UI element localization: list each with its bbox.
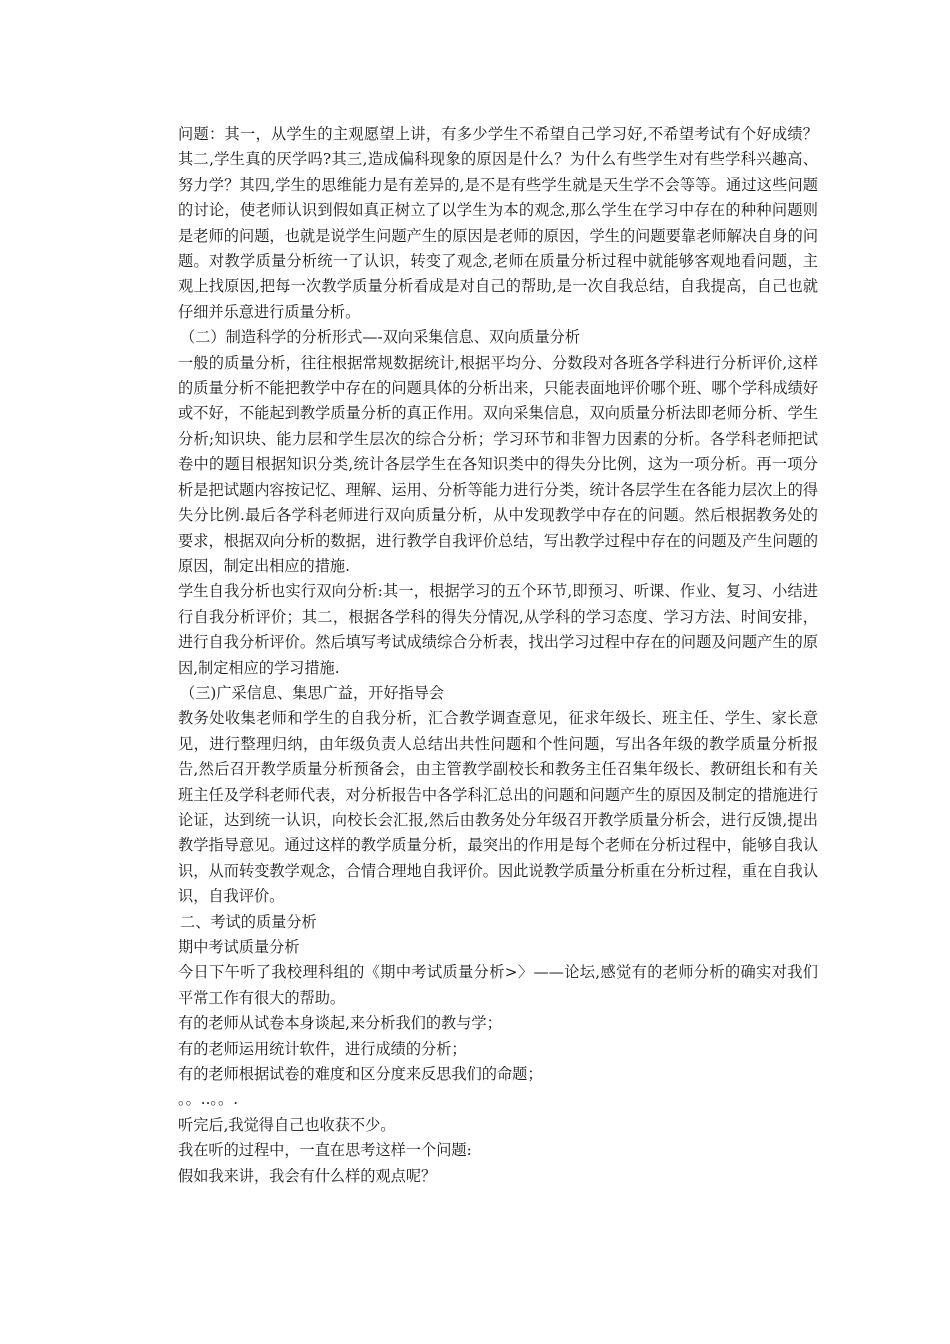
paragraph-academic-office: 教务处收集老师和学生的自我分析，汇合教学调查意见，征求年级长、班主任、学生、家长意见，进行整理归纳，由年级负责人总结出共性问题和个性问题，写出各年级的教学质量分析报告,然后召开教学质量分析预备会，由主管教学副校长和教务主任召集年级长、教研组长和有关班主任及学科老师代表，对分析报告中各学科汇总出的问题和问题产生的原因及制定的措施进行论证，达到统一认识，向校长会汇报,然后由教务处分年级召开教学质量分析会，进行反馈,提出教学指导意见。通过这样的教学质量分析，最突出的作用是每个老师在分析过程中，能够自我认识，从而转变教学观念，合情合理地自我评价。因此说教学质量分析重在分析过程，重在自我认识，自我评价。	[178, 709, 818, 906]
section-heading-2: （二）制造科学的分析形式—-双向采集信息、双向质量分析	[180, 328, 581, 347]
paragraph-reflection-3: 假如我来讲，我会有什么样的观点呢？	[178, 1166, 437, 1185]
paragraph-reflection-1: 听完后,我觉得自己也收获不少。	[178, 1115, 396, 1134]
paragraph-student-analysis: 学生自我分析也实行双向分析:其一，根据学习的五个环节,即预习、听课、作业、复习、小结进行自我分析评价；其二，根据各学科的得失分情况,从学科的学习态度、学习方法、时间安排，进行自我分析评价。然后填写考试成绩综合分析表，找出学习过程中存在的问题及问题产生的原因,制定相应的学习措施.	[178, 582, 818, 677]
list-line-2: 有的老师运用统计软件，进行成绩的分析；	[178, 1039, 467, 1058]
paragraph-forum: 今日下午听了我校理科组的《期中考试质量分析>〉——论坛,感觉有的老师分析的确实对我们平常工作有很大的帮助。	[178, 963, 818, 1007]
list-line-3: 有的老师根据试卷的难度和区分度来反思我们的命题；	[178, 1065, 543, 1084]
chapter-heading-exam-analysis: 二、考试的质量分析	[180, 912, 317, 931]
ellipsis-line: 。。..。。.	[178, 1090, 239, 1109]
document-body	[178, 122, 818, 1189]
subtitle-midterm-analysis: 期中考试质量分析	[178, 938, 300, 956]
paragraph-general-analysis: 一般的质量分析，往往根据常规数据统计,根据平均分、分数段对各班各学科进行分析评价,这样的质量分析不能把教学中存在的问题具体的分析出来，只能表面地评价哪个班、哪个学科成绩好或不好，不能起到教学质量分析的真正作用。双向采集信息，双向质量分析法即老师分析、学生分析;知识块、能力层和学生层次的综合分析；学习环节和非智力因素的分析。各学科老师把试卷中的题目根据知识分类,统计各层学生在各知识类中的得失分比例，这为一项分析。再一项分析是把试题内容按记忆、理解、运用、分析等能力进行分类，统计各层学生在各能力层次上的得失分比例.最后各学科老师进行双向质量分析，从中发现教学中存在的问题。然后根据教务处的要求，根据双向分析的数据，进行教学自我评价总结，写出教学过程中存在的问题及产生问题的原因，制定出相应的措施.	[178, 353, 818, 575]
section-heading-3: （三)广采信息、集思广益，开好指导会	[180, 683, 445, 702]
paragraph-reflection-2: 我在听的过程中，一直在思考这样一个问题:	[178, 1141, 472, 1160]
paragraph-questions: 问题：其一，从学生的主观愿望上讲，有多少学生不希望自己学习好,不希望考试有个好成绩？其二,学生真的厌学吗?其三,造成偏科现象的原因是什么？为什么有些学生对有些学科兴趣高、努力学？其四,学生的思维能力是有差异的,是不是有些学生就是天生学不会等等。通过这些问题的讨论，使老师认识到假如真正树立了以学生为本的观念,那么学生在学习中存在的种种问题则是老师的问题，也就是说学生问题产生的原因是老师的原因，学生的问题要靠老师解决自身的问题。对教学质量分析统一了认识，转变了观念,老师在质量分析过程中就能够客观地看问题，主观上找原因,把每一次教学质量分析看成是对自己的帮助,是一次自我总结，自我提高，自己也就仔细并乐意进行质量分析。	[178, 125, 818, 321]
list-line-1: 有的老师从试卷本身谈起,来分析我们的教与学；	[178, 1014, 502, 1033]
